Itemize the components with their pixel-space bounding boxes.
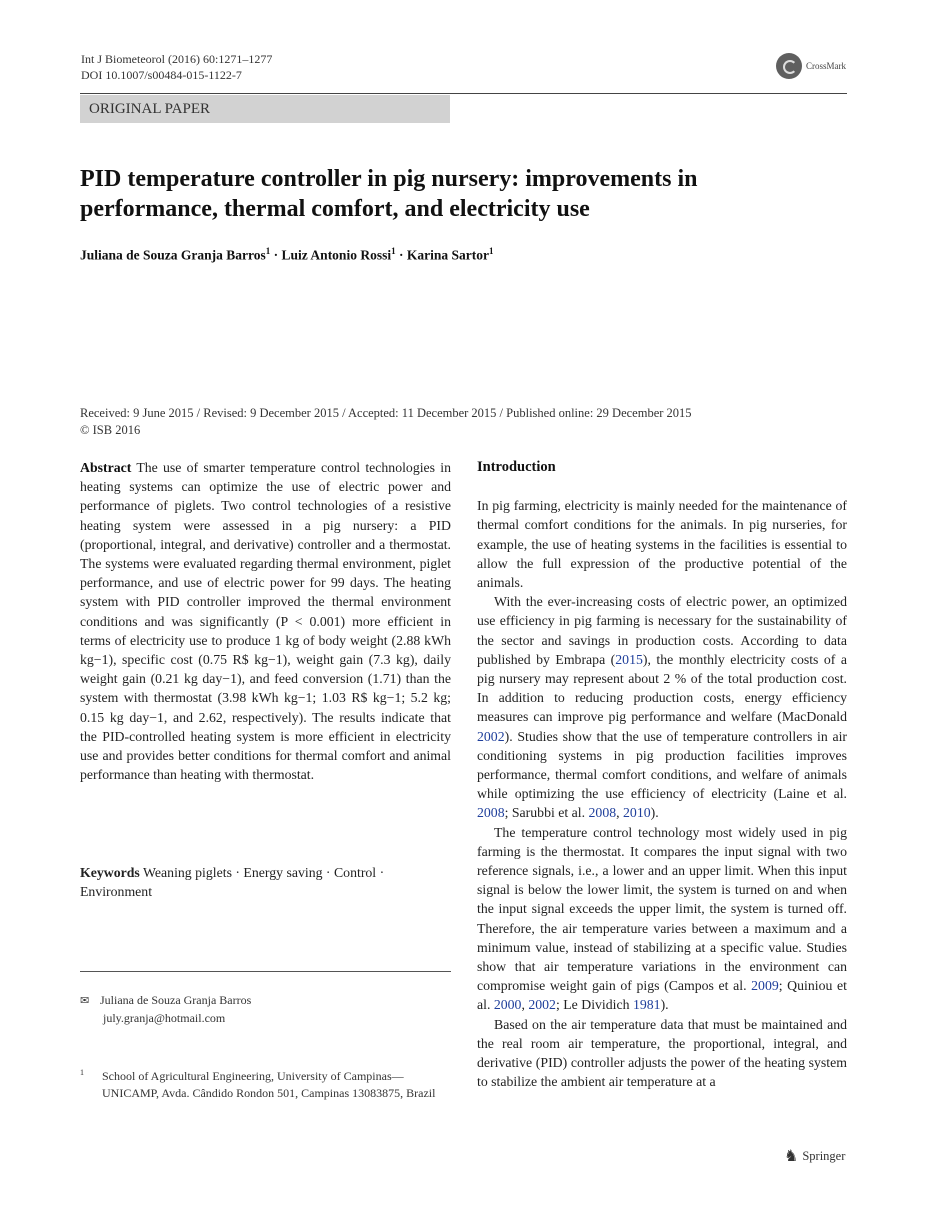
citation-link[interactable]: 2008 [588,805,617,821]
intro-paragraph-4: Based on the air temperature data that must be maintained and the real room air temperature, the proportional, integral, and derivative (PID) controller adjusts the power of the heating system to stabilize the ambient air temperature at a [477,1016,847,1090]
author-separator: · [270,247,282,263]
publication-dates [80,405,692,439]
intro-paragraph-3 [477,823,847,1015]
text-run: ), the monthly electricity costs of a pig nursery may represent about 2 % of the total production cost. In addition to reducing production costs, energy efficiency measures can improve pig performance and welfare (MacDonald [477,651,847,725]
text-run: ; Le Dividich [555,997,633,1013]
keywords [80,863,451,901]
publisher-logo [784,1146,845,1166]
text-run: The temperature control technology most widely used in pig farming is the thermostat. It compares the input signal with two reference signals, i.e., a lower and an upper limit. When this input signal is below the lower limit, the system is turned on and when the input signal exceeds the upper limit, the system is turned off. Therefore, the air temperature varies between a maximum and a minimum value, instead of stabilizing at a specific value. Studies show that air temperature variations in the environment can compromise weight gain of pigs (Campos et al. [477,824,847,994]
author-affiliation-mark: 1 [391,246,396,256]
citation-link[interactable]: 2002 [528,997,556,1013]
citation-link[interactable]: 2015 [615,651,643,667]
citation-link[interactable]: 2002 [477,728,505,744]
text-run: With the ever-increasing costs of electric power, an optimized use efficiency in pig farming is necessary for the sustainability of the sector and savings in production costs. According to data published by Embrapa ( [477,594,847,667]
text-run: ). [660,997,669,1013]
affiliation-number: 1 [80,1068,84,1077]
citation-link[interactable]: 2009 [751,978,779,994]
author-name[interactable]: Karina Sartor [406,247,489,263]
author-affiliation-mark: 1 [265,246,271,256]
text-run: , [616,805,624,821]
author-name[interactable]: Luiz Antonio Rossi [281,247,392,263]
intro-paragraph-1: In pig farming, electricity is mainly needed for the maintenance of thermal comfort conditions for the animals. In pig nurseries, for example, the use of heating systems in the facilities is essential to allow the full expression of the productive potential of the animals. [477,498,847,591]
intro-paragraph-2 [477,592,847,822]
doi[interactable]: DOI 10.1007/s00484-015-1122-7 [81,68,242,82]
introduction [477,458,847,1092]
envelope-icon: ✉ [80,995,90,1007]
author-affiliation-mark: 1 [488,246,494,256]
text-run: ; Quiniou et al. [477,978,847,1013]
author-separator: · [395,247,407,263]
text-run: ; Sarubbi et al. [504,805,589,821]
citation-link[interactable]: 2010 [623,805,651,821]
section-heading: Introduction [477,459,556,475]
corresponding-author [80,992,251,1026]
paper-type-banner: ORIGINAL PAPER [80,95,450,123]
springer-horse-icon: ♞ [784,1148,799,1165]
affiliation-text: School of Agricultural Engineering, University of Campinas—UNICAMP, Avda. Cândido Rondon 501, Campinas 13083875, Brazil [102,1069,436,1100]
copyright-notice: © ISB 2016 [80,423,141,437]
affiliation [80,1068,460,1101]
text-run: ). [650,805,659,821]
abstract-text: The use of smarter temperature control technologies in heating systems can optimize the use of electric power and performance of piglets. Two control technologies of a resistive heating system were assessed in a pig nursery: a PID (proportional, integral, and derivative) controller and a thermostat. The systems were evaluated regarding thermal environment, piglet performance, and use of electric power for 99 days. The heating system with PID controller improved the thermal environment conditions and was significantly (P < 0.001) more efficient in terms of electricity use to produce 1 kg of body weight (2.88 kWh kg−1), specific cost (0.75 R$ kg−1), weight gain (7.3 kg), daily weight gain (0.21 kg day−1), and feed conversion (1.71) than the system with thermostat (3.98 kWh kg−1; 1.03 R$ kg−1; 5.2 kg; 0.15 kg day−1, and 2.62, respectively). The results indicate that the PID-controlled heating system is more efficient in electricity use and provides better conditions for thermal comfort and animal performance than heating with thermostat. [80,460,452,783]
text-run: ). Studies show that the use of temperature controllers in air conditioning systems in pig production facilities improves performance, thermal comfort conditions, and welfare of animals while optimizing the use efficiency of electricity (Laine et al. [477,728,847,802]
author-name[interactable]: Juliana de Souza Granja Barros [80,247,266,263]
abstract [80,458,451,784]
keywords-label: Keywords [80,865,140,880]
author-list [80,246,493,264]
crossmark-icon [776,53,802,79]
citation-link[interactable]: 2000 [493,997,522,1013]
crossmark-label: CrossMark [806,61,846,71]
journal-header [81,51,272,83]
keywords-text: Weaning piglets · Energy saving · Control · Environment [80,865,385,900]
abstract-label: Abstract [80,460,132,475]
history-dates: Received: 9 June 2015 / Revised: 9 December 2015 / Accepted: 11 December 2015 / Published online: 29 December 2015 [80,406,692,420]
contact-name: Juliana de Souza Granja Barros [100,993,252,1007]
header-rule [80,93,847,94]
citation-link[interactable]: 1981 [632,997,661,1013]
text-run: , [521,997,529,1013]
publisher-name: Springer [802,1148,846,1163]
footnote-rule [80,971,451,972]
citation-link[interactable]: 2008 [477,805,505,821]
contact-email[interactable]: july.granja@hotmail.com [103,1010,226,1025]
journal-citation: Int J Biometeorol (2016) 60:1271–1277 [81,52,273,66]
paper-title: PID temperature controller in pig nursery: improvements in performance, thermal comfort, and electricity use [80,166,698,222]
crossmark-badge[interactable] [776,53,846,79]
